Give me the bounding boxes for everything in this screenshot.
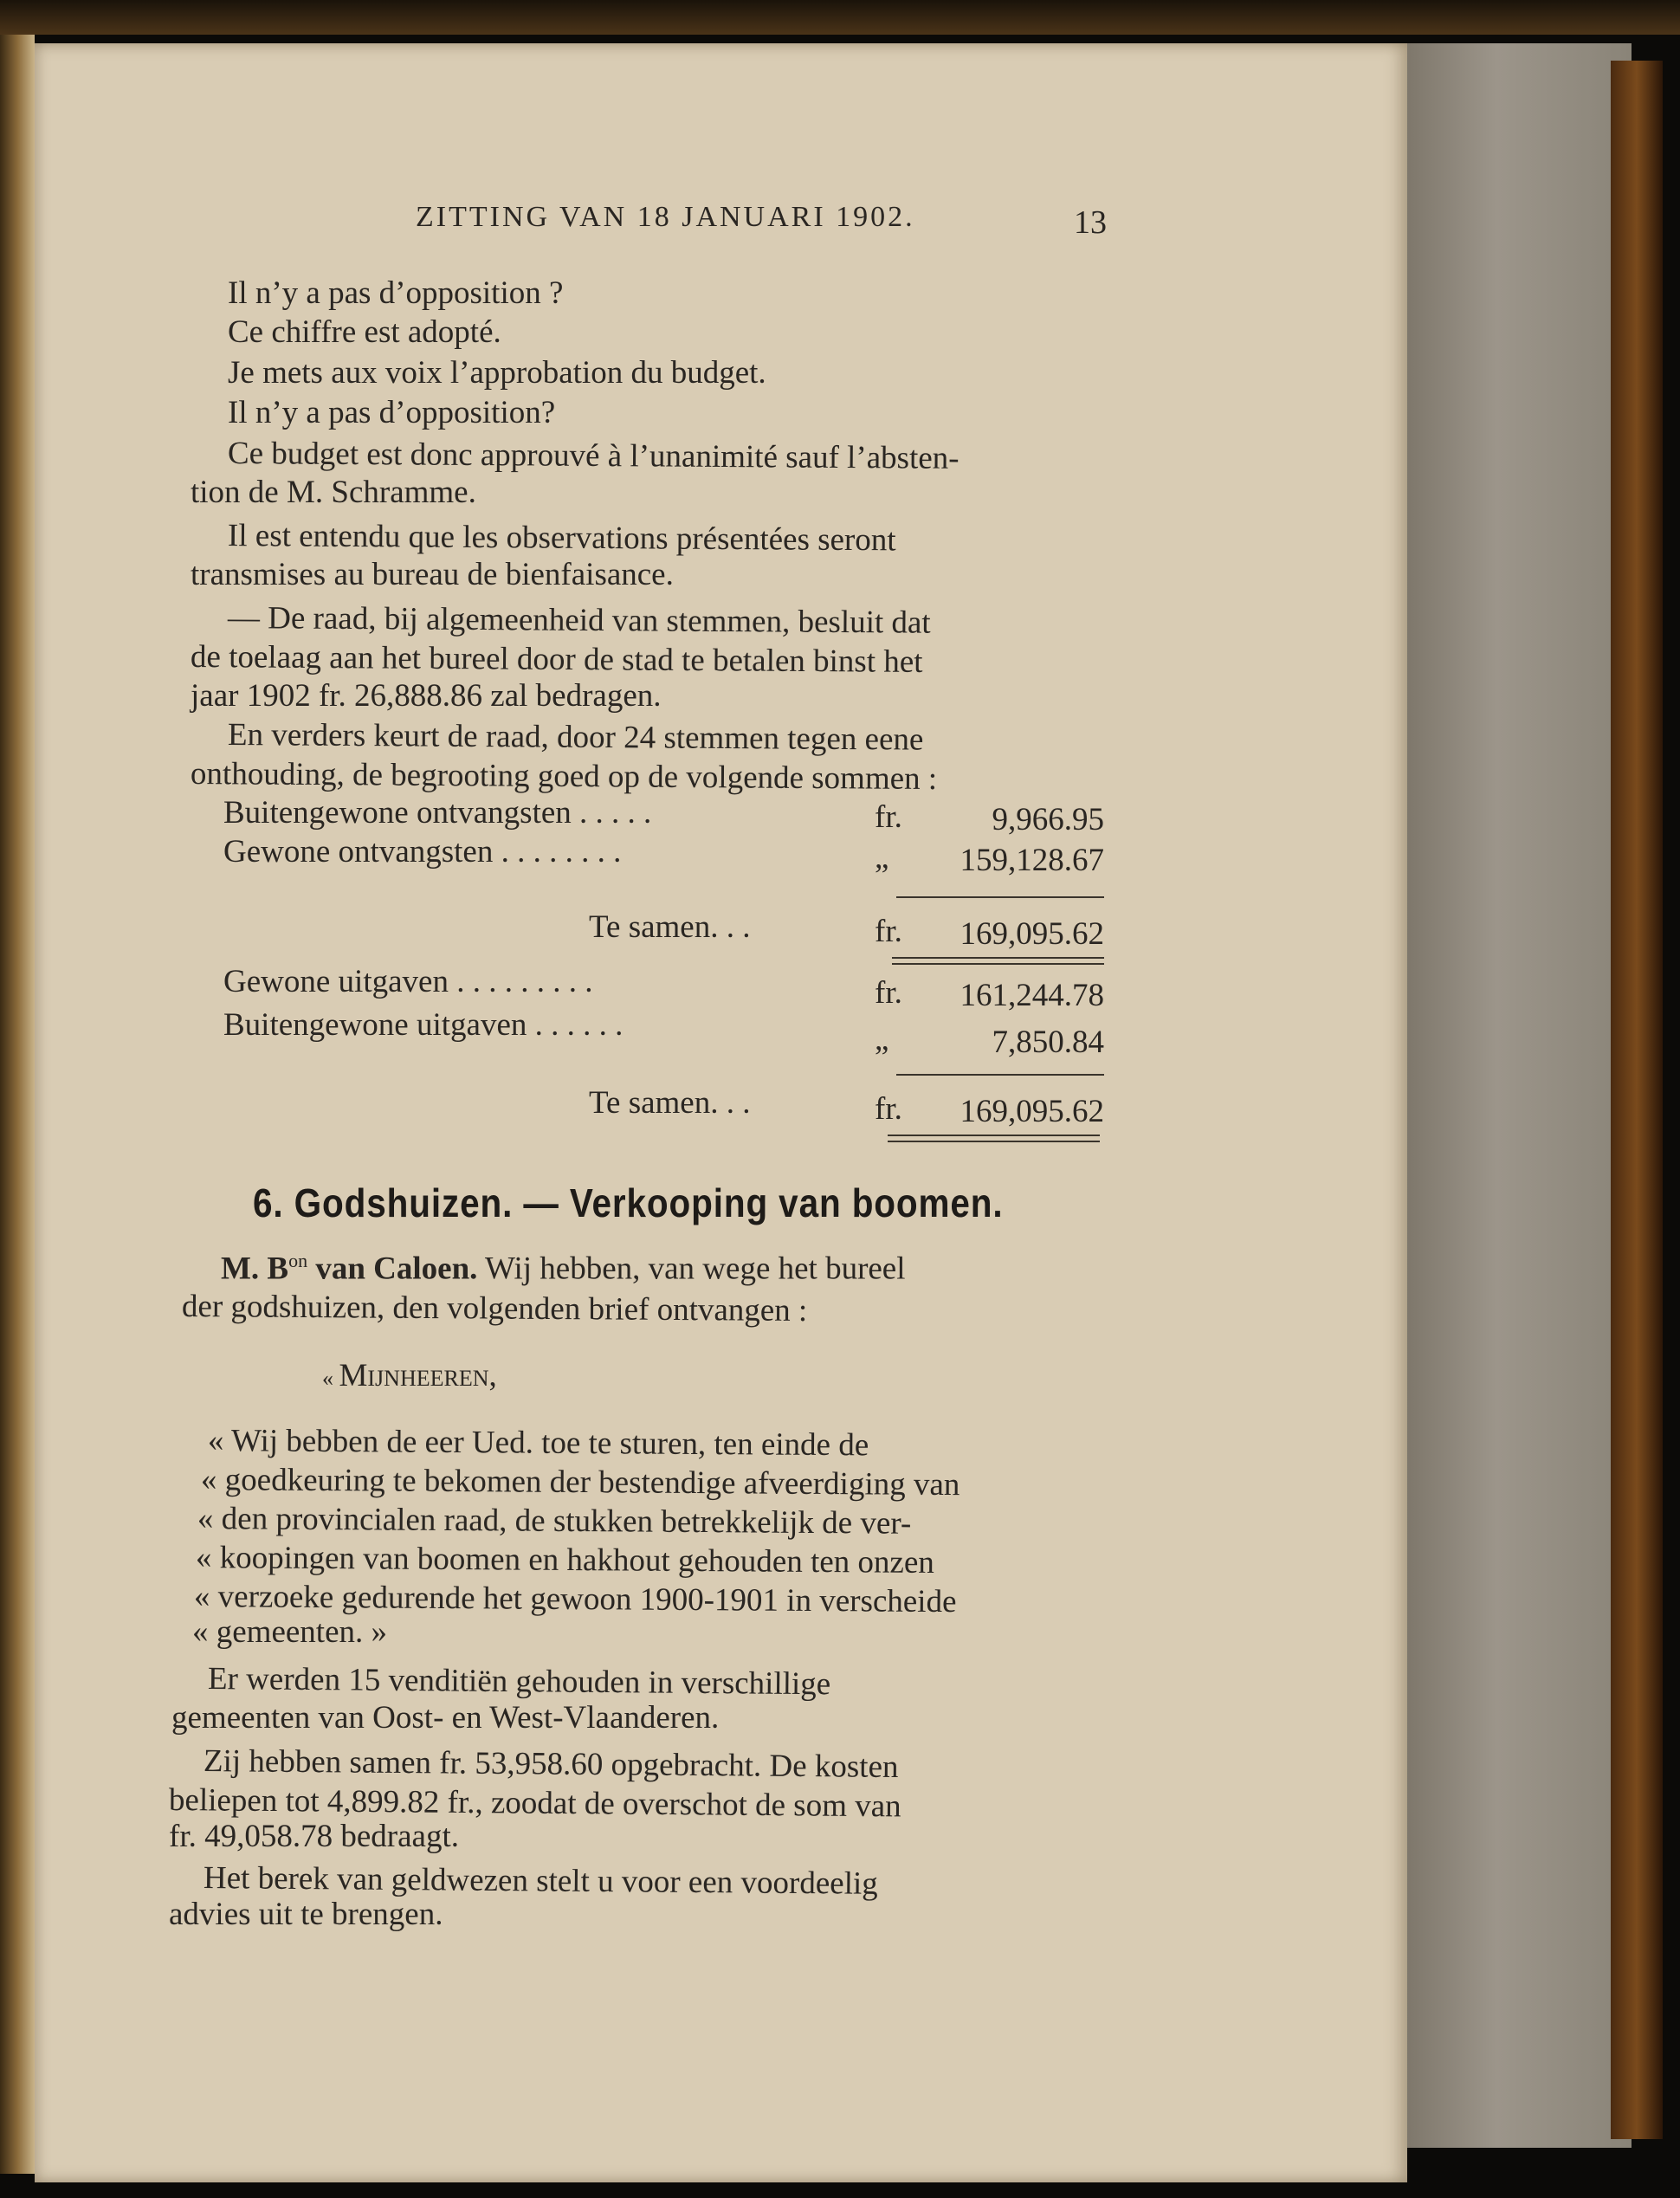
page-number: 13 <box>1074 204 1107 241</box>
text-line: Ce budget est donc approuvé à l’unanimité sauf l’absten- <box>227 436 960 476</box>
sum-rule <box>896 1074 1104 1076</box>
speech-text: Wij hebben, van wege het bureel <box>485 1251 906 1287</box>
text-line: transmises au bureau de bienfaisance. <box>191 557 674 592</box>
letter-line: « koopingen van boomen en hakhout gehouden ten onzen <box>195 1540 934 1581</box>
double-rule <box>892 963 1104 965</box>
budget-currency: „ <box>875 840 889 876</box>
text-line: der godshuizen, den volgenden brief ontvangen : <box>181 1289 808 1329</box>
text-line: Ce chiffre est adopté. <box>228 314 501 350</box>
letter-line: « gemeenten. » <box>192 1614 387 1650</box>
facing-page-edge <box>0 35 35 2174</box>
budget-label: Buitengewone uitgaven . . . . . . <box>223 1007 624 1043</box>
text-line: Zij hebben samen fr. 53,958.60 opgebracht. De kosten <box>203 1743 899 1786</box>
speaker-title-sup: on <box>288 1250 308 1271</box>
text-line: fr. 49,058.78 bedraagt. <box>169 1819 459 1854</box>
double-rule <box>888 1135 1100 1136</box>
text-line: onthouding, de begrooting goed op de volgende sommen : <box>190 756 938 798</box>
budget-currency: fr. <box>875 1091 902 1127</box>
budget-label: Gewone uitgaven . . . . . . . . . <box>223 964 593 999</box>
running-title: ZITTING VAN 18 JANUARI 1902. <box>416 201 915 233</box>
text-line: de toelaag aan het bureel door de stad te betalen binst het <box>190 639 923 680</box>
text-line: jaar 1902 fr. 26,888.86 zal bedragen. <box>191 678 662 714</box>
budget-currency: fr. <box>875 799 902 835</box>
text-line: beliepen tot 4,899.82 fr., zoodat de overschot de som van <box>168 1782 901 1825</box>
quote-mark: « <box>322 1366 339 1391</box>
double-rule <box>888 1141 1100 1142</box>
speaker-name: M. B <box>221 1251 289 1287</box>
letter-salutation <box>322 1360 497 1392</box>
sum-rule <box>896 896 1104 898</box>
salutation-text: Mijnheeren, <box>339 1358 497 1393</box>
budget-total-label: Te samen. . . <box>589 1085 751 1121</box>
speaker-name-rest: van Caloen. <box>315 1251 478 1287</box>
budget-total-amount: 169,095.62 <box>960 916 1104 952</box>
budget-currency: fr. <box>875 914 902 949</box>
letter-line: « Wij bebben de eer Ued. toe te sturen, ten einde de <box>207 1423 869 1464</box>
text-line: En verders keurt de raad, door 24 stemmen tegen eene <box>227 717 924 758</box>
budget-total-amount: 169,095.62 <box>960 1094 1104 1129</box>
letter-line: « goedkeuring te bekomen der bestendige afveerdiging van <box>200 1462 960 1503</box>
budget-amount: 161,244.78 <box>960 978 1104 1013</box>
text-line: advies uit te brengen. <box>169 1897 443 1932</box>
text-line: Je mets aux voix l’approbation du budget. <box>228 355 766 391</box>
text-line: — De raad, bij algemeenheid van stemmen, besluit dat <box>227 600 931 641</box>
double-rule <box>892 957 1104 959</box>
text-line: Il n’y a pas d’opposition ? <box>228 275 564 311</box>
budget-label: Buitengewone ontvangsten . . . . . <box>223 795 652 831</box>
text-line: Il n’y a pas d’opposition? <box>228 395 556 430</box>
text-line: Il est entendu que les observations présentées seront <box>227 518 896 559</box>
budget-amount: 7,850.84 <box>992 1025 1104 1060</box>
budget-currency: fr. <box>875 975 902 1011</box>
budget-amount: 159,128.67 <box>960 843 1104 878</box>
page-block-edge <box>1403 43 1632 2148</box>
text-line: tion de M. Schramme. <box>191 475 476 510</box>
text-line: gemeenten van Oost- en West-Vlaanderen. <box>171 1700 720 1736</box>
budget-amount: 9,966.95 <box>992 802 1104 837</box>
section-heading: 6. Godshuizen. — Verkooping van boomen. <box>253 1180 1004 1225</box>
book-top-edge <box>0 0 1680 35</box>
text-line: Er werden 15 venditiën gehouden in verschillige <box>207 1661 831 1703</box>
speaker-line <box>221 1250 906 1287</box>
budget-currency: „ <box>875 1022 889 1057</box>
letter-line: « verzoeke gedurende het gewoon 1900-1901 in verscheide <box>193 1579 957 1620</box>
letter-line: « den provincialen raad, de stukken betrekkelijk de ver- <box>197 1501 912 1542</box>
book-cover-edge <box>1611 61 1663 2139</box>
budget-total-label: Te samen. . . <box>589 909 751 945</box>
budget-label: Gewone ontvangsten . . . . . . . . <box>223 834 622 870</box>
text-line: Het berek van geldwezen stelt u voor een voordeelig <box>203 1860 878 1902</box>
